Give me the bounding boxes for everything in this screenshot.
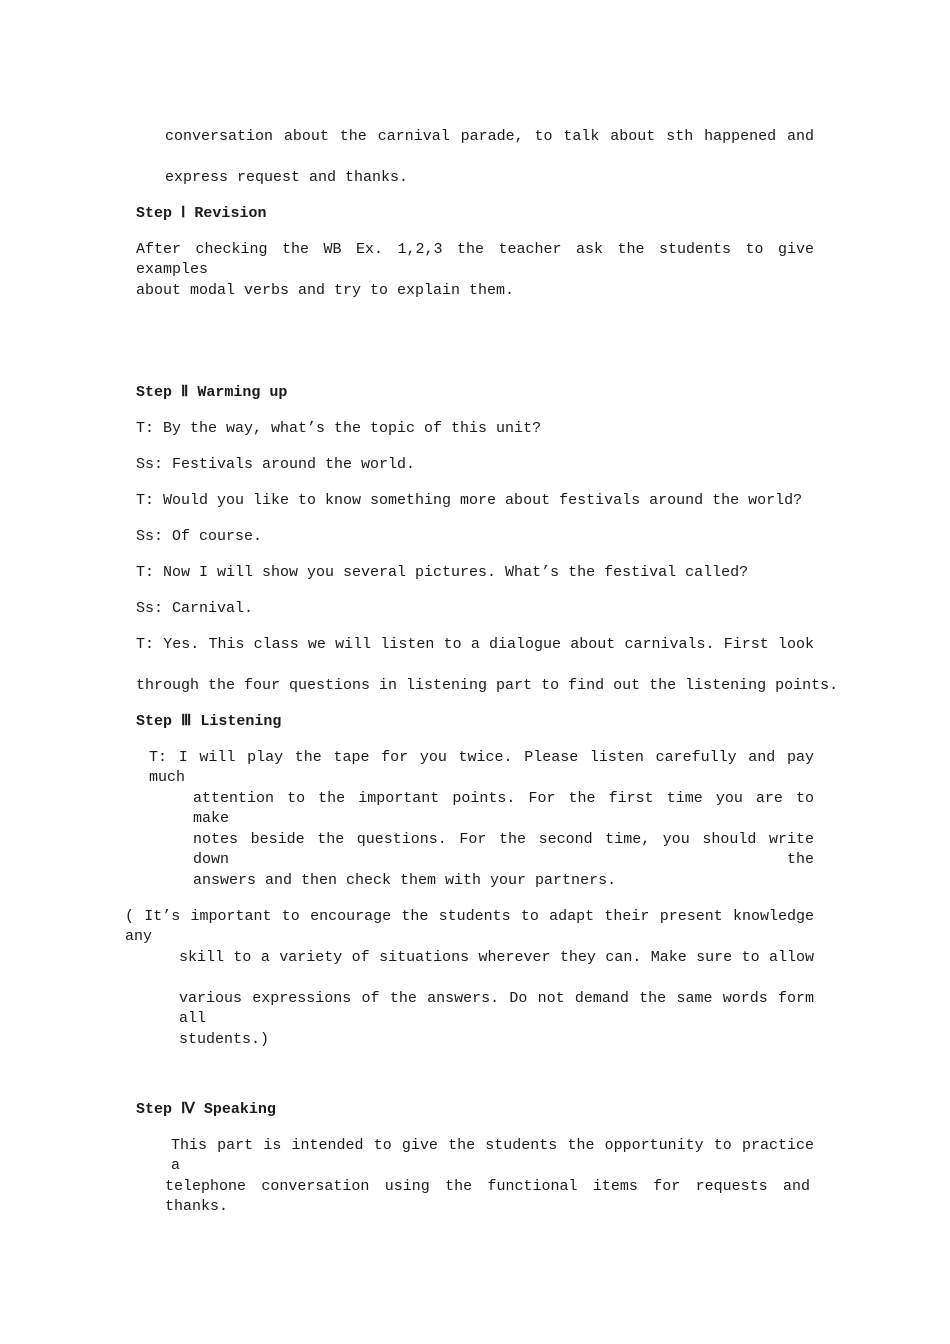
note-line: students.) — [179, 1031, 270, 1048]
intro-line-2: express request and thanks. — [165, 169, 409, 186]
step-4-line-2: telephone conversation using the functional items for requests and thanks. — [165, 1178, 810, 1215]
note-line: skill to a variety of situations wherever they can. Make sure to allow — [179, 949, 814, 966]
dialogue-line: Ss: Festivals around the world. — [136, 456, 416, 473]
dialogue-line: Ss: Of course. — [136, 528, 263, 545]
intro-line-1: conversation about the carnival parade, to talk about sth happened and — [165, 128, 814, 145]
step-1-heading: Step Ⅰ Revision — [136, 205, 267, 222]
dialogue-line: Ss: Carnival. — [136, 600, 254, 617]
note-line: ( It’s important to encourage the students to adapt their present knowledge any — [125, 908, 814, 945]
step-3-heading: Step Ⅲ Listening — [136, 713, 282, 730]
note-line: various expressions of the answers. Do not demand the same words form all — [179, 990, 814, 1027]
step-2-heading: Step Ⅱ Warming up — [136, 384, 288, 401]
dialogue-line: through the four questions in listening part to find out the listening points. — [136, 677, 839, 694]
teacher-line: notes beside the questions. For the second time, you should write down the — [193, 831, 814, 868]
step-1-line-2: about modal verbs and try to explain them. — [136, 282, 515, 299]
dialogue-line: T: Now I will show you several pictures. What’s the festival called? — [136, 564, 749, 581]
teacher-line: attention to the important points. For the first time you are to make — [193, 790, 814, 827]
dialogue-line: T: Would you like to know something more about festivals around the world? — [136, 492, 803, 509]
teacher-line: T: I will play the tape for you twice. Please listen carefully and pay much — [149, 749, 814, 786]
dialogue-line: T: By the way, what’s the topic of this unit? — [136, 420, 542, 437]
step-4-line-1: This part is intended to give the students the opportunity to practice a — [171, 1137, 814, 1174]
teacher-line: answers and then check them with your partners. — [193, 872, 617, 889]
dialogue-line: T: Yes. This class we will listen to a dialogue about carnivals. First look — [136, 636, 814, 653]
step-4-heading: Step Ⅳ Speaking — [136, 1101, 276, 1118]
step-1-line-1: After checking the WB Ex. 1,2,3 the teacher ask the students to give examples — [136, 241, 814, 278]
